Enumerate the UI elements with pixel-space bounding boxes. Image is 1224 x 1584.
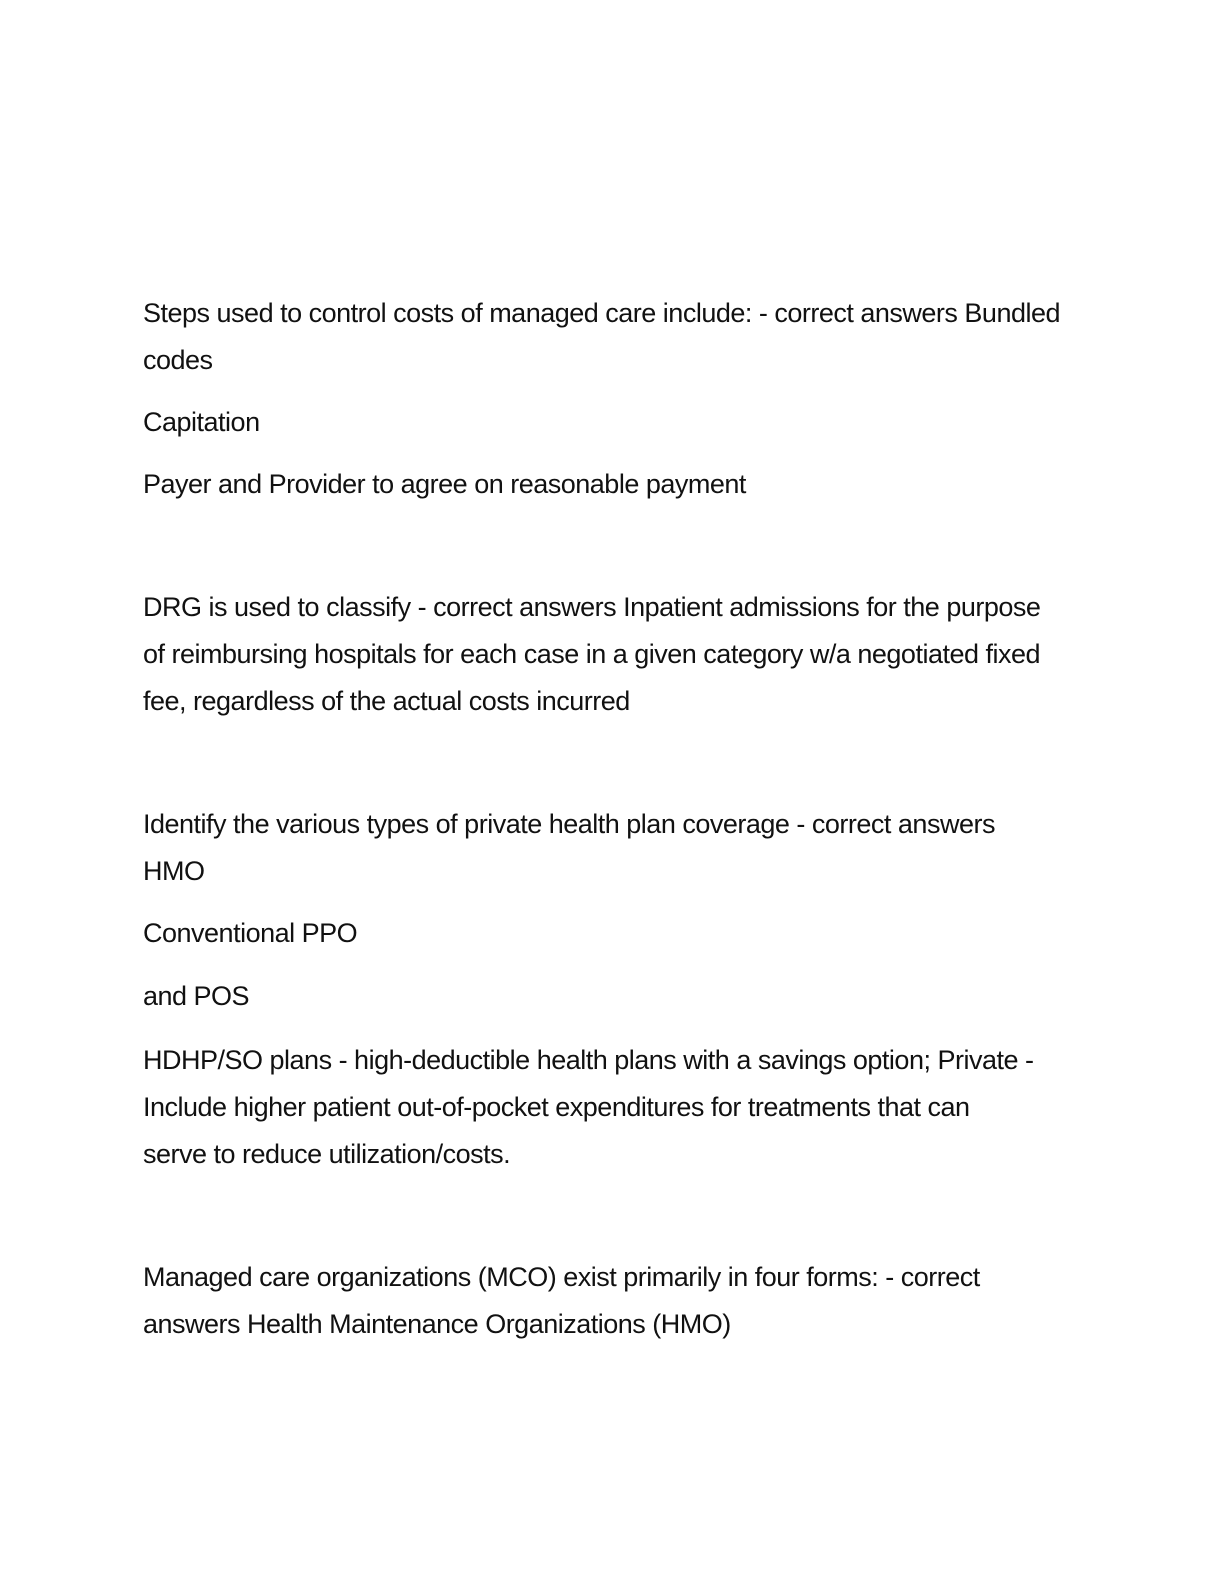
text-line: Capitation xyxy=(143,407,260,437)
text-line: Steps used to control costs of managed care include: - correct answers Bundled xyxy=(143,298,1061,328)
text-line: Identify the various types of private health plan coverage - correct answers xyxy=(143,809,995,839)
text-line: Managed care organizations (MCO) exist primarily in four forms: - correct xyxy=(143,1262,980,1292)
text-line: HMO xyxy=(143,856,205,886)
text-line: of reimbursing hospitals for each case in a given category w/a negotiated fixed xyxy=(143,639,1041,669)
text-line: fee, regardless of the actual costs incurred xyxy=(143,686,630,716)
text-line: codes xyxy=(143,345,213,375)
text-line: Conventional PPO xyxy=(143,918,358,948)
text-line: Include higher patient out-of-pocket expenditures for treatments that can xyxy=(143,1092,970,1122)
text-line: HDHP/SO plans - high-deductible health plans with a savings option; Private - xyxy=(143,1045,1034,1075)
text-line: and POS xyxy=(143,981,250,1011)
text-line: serve to reduce utilization/costs. xyxy=(143,1139,511,1169)
text-line: answers Health Maintenance Organizations (HMO) xyxy=(143,1309,731,1339)
text-line: Payer and Provider to agree on reasonable payment xyxy=(143,469,746,499)
text-line: DRG is used to classify - correct answers Inpatient admissions for the purpose xyxy=(143,592,1041,622)
